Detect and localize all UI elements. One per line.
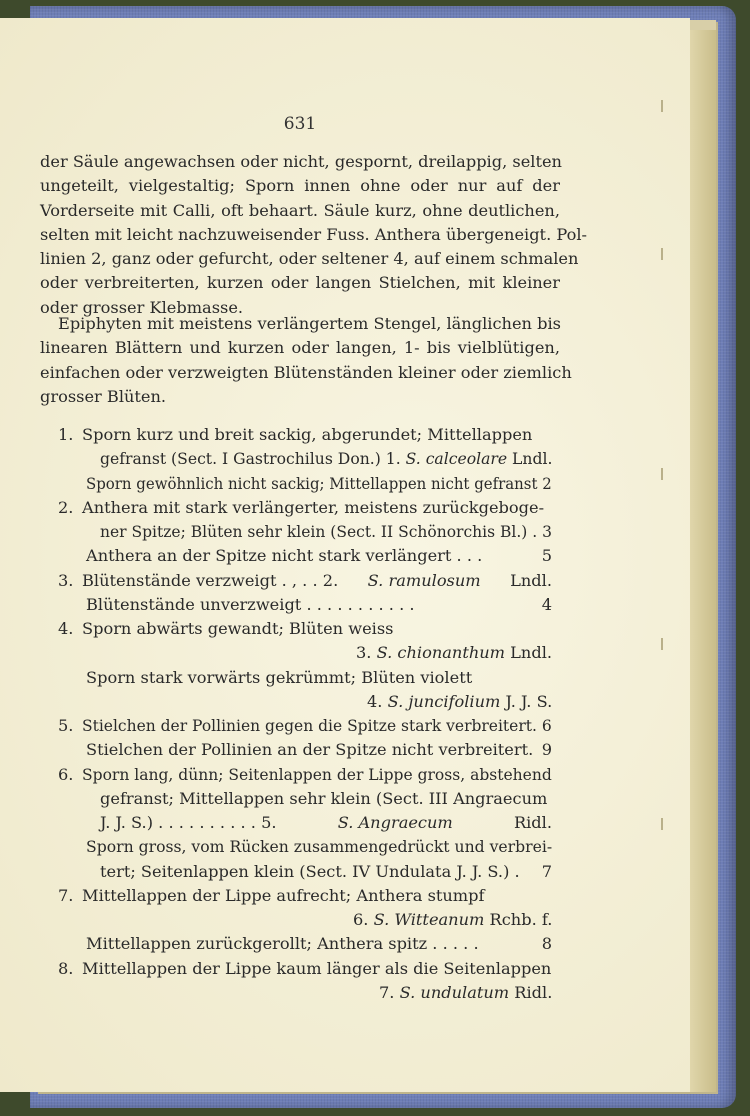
key-number: 1. <box>58 425 74 444</box>
key-line <box>86 668 472 687</box>
margin-mark <box>661 638 663 650</box>
key-text: Sporn gross, vom Rücken zusammengedrückt und verbrei- <box>86 837 553 857</box>
key-text: Anthera an der Spitze nicht stark verlängert . . . <box>86 546 483 566</box>
key-text: tert; Seitenlappen klein (Sect. IV Undulata J. J. S.) . <box>100 861 520 881</box>
key-text: Mittellappen zurückgerollt; Anthera spitz . . . . . <box>86 934 479 954</box>
lead-number: 6 <box>536 716 552 735</box>
species-name: S. juncifolium <box>382 691 506 711</box>
key-line <box>100 862 552 881</box>
key-line <box>100 449 552 468</box>
key-text: Sporn stark vorwärts gekrümmt; Blüten violett <box>86 667 473 687</box>
species-name: S. ramulosum <box>367 570 481 590</box>
species-name: S. Angraecum <box>337 813 453 832</box>
key-line <box>82 886 485 905</box>
key-text: Sporn kurz und breit sackig, abgerundet; Mittellappen <box>82 425 533 444</box>
page-edges <box>690 30 716 1092</box>
paragraph-1 <box>40 150 587 320</box>
key-text: 3. <box>356 643 372 663</box>
key-text: 6. <box>353 910 369 929</box>
key-text: Sporn lang, dünn; Seitenlappen der Lippe gross, abstehend <box>82 764 552 784</box>
key-line <box>86 546 552 565</box>
paragraph-line: grosser Blüten. <box>40 386 167 406</box>
lead-number: 3 <box>537 522 552 541</box>
key-text: Mittellappen der Lippe kaum länger als die Seitenlappen <box>82 958 552 978</box>
paragraph-line: selten mit leicht nachzuweisender Fuss. Anthera übergeneigt. Pol- <box>40 224 587 244</box>
lead-number: 8 <box>541 934 552 954</box>
paragraph-line: einfachen oder verzweigten Blütenständen kleiner oder ziemlich <box>40 362 572 382</box>
key-line <box>86 474 552 493</box>
key-line <box>86 837 552 856</box>
key-text: Stielchen der Pollinien gegen die Spitze stark verbreitert. <box>82 716 537 735</box>
key-number: 2. <box>58 497 74 517</box>
key-text: gefranst (Sect. I Gastrochilus Don.) 1. <box>100 449 401 469</box>
key-text: ner Spitze; Blüten sehr klein (Sect. II Schönorchis Bl.) . <box>100 522 538 541</box>
key-text: Blütenstände unverzweigt . . . . . . . . . . . <box>86 594 415 614</box>
species-name: S. chionanthum <box>371 643 511 663</box>
species-name: S. undulatum <box>394 982 515 1002</box>
key-text: Anthera mit stark verlängerter, meistens zurückgeboge- <box>82 497 545 517</box>
paragraph-line: oder grosser Klebmasse. <box>40 297 244 317</box>
species-name: S. calceolare <box>400 449 513 469</box>
paragraph-2 <box>40 312 572 409</box>
paragraph-line: linearen Blättern und kurzen oder langen, 1- bis vielblütigen, <box>40 338 560 358</box>
key-line <box>82 959 551 978</box>
key-line <box>82 498 544 517</box>
paragraph-line: linien 2, ganz oder gefurcht, oder seltener 4, auf einem schmalen <box>40 249 579 269</box>
species-author: J. J. S. <box>505 691 553 711</box>
key-line <box>82 765 552 784</box>
key-text: J. J. S.) . . . . . . . . . . 5. <box>100 813 277 832</box>
key-text: Stielchen der Pollinien an der Spitze nicht verbreitert. <box>86 740 534 760</box>
key-line <box>379 983 552 1002</box>
key-text: 7. <box>379 982 395 1002</box>
lead-number: 9 <box>541 740 552 760</box>
paragraph-line: ungeteilt, vielgestaltig; Sporn innen ohne oder nur auf der <box>40 176 560 196</box>
paragraph-line: der Säule angewachsen oder nicht, gespornt, dreilappig, selten <box>40 152 562 171</box>
margin-mark <box>661 248 663 260</box>
key-line <box>86 934 552 953</box>
species-author: Lndl. <box>510 643 553 663</box>
lead-number: 2 <box>537 473 552 493</box>
margin-mark <box>661 100 663 112</box>
species-author: Ridl. <box>514 982 553 1002</box>
key-text: Sporn gewöhnlich nicht sackig; Mittellappen nicht gefranst <box>86 473 538 493</box>
key-text: Sporn abwärts gewandt; Blüten weiss <box>82 619 394 638</box>
paragraph-line: Epiphyten mit meistens verlängertem Stengel, länglichen bis <box>58 314 561 333</box>
key-text: Blütenstände verzweigt . , . . 2. <box>82 570 339 590</box>
margin-mark <box>661 468 663 480</box>
key-line <box>82 425 532 444</box>
paragraph-line: Vorderseite mit Calli, oft behaart. Säule kurz, ohne deutlichen, <box>40 200 560 220</box>
key-line <box>82 716 552 735</box>
key-line <box>353 910 552 929</box>
key-line <box>82 619 393 638</box>
species-author: Rchb. f. <box>489 910 553 929</box>
key-line <box>86 740 552 759</box>
key-number: 7. <box>58 885 74 905</box>
lead-number: 4 <box>541 594 552 614</box>
key-line <box>86 595 552 614</box>
key-line <box>367 692 552 711</box>
key-line <box>100 522 552 541</box>
species-author: Lndl. <box>510 570 552 590</box>
key-text: gefranst; Mittellappen sehr klein (Sect. III Angraecum <box>100 788 548 808</box>
lead-number: 5 <box>541 546 552 566</box>
key-number: 5. <box>58 716 74 735</box>
key-number: 6. <box>58 764 74 784</box>
key-text: 4. <box>367 691 383 711</box>
species-name: S. Witteanum <box>368 910 490 929</box>
key-number: 3. <box>58 570 74 590</box>
key-line <box>100 789 547 808</box>
key-line <box>82 571 552 590</box>
book-page <box>0 18 690 1092</box>
species-author: Lndl. <box>512 449 553 469</box>
margin-mark <box>661 818 663 830</box>
species-author: Ridl. <box>513 813 552 832</box>
page-number: 631 <box>283 114 317 134</box>
key-number: 4. <box>58 619 74 638</box>
key-number: 8. <box>58 958 74 978</box>
key-text: Mittellappen der Lippe aufrecht; Anthera stumpf <box>82 885 485 905</box>
key-line <box>100 813 552 832</box>
paragraph-line: oder verbreiterten, kurzen oder langen Stielchen, mit kleiner <box>40 273 560 293</box>
lead-number: 7 <box>541 861 552 881</box>
key-line <box>356 643 552 662</box>
